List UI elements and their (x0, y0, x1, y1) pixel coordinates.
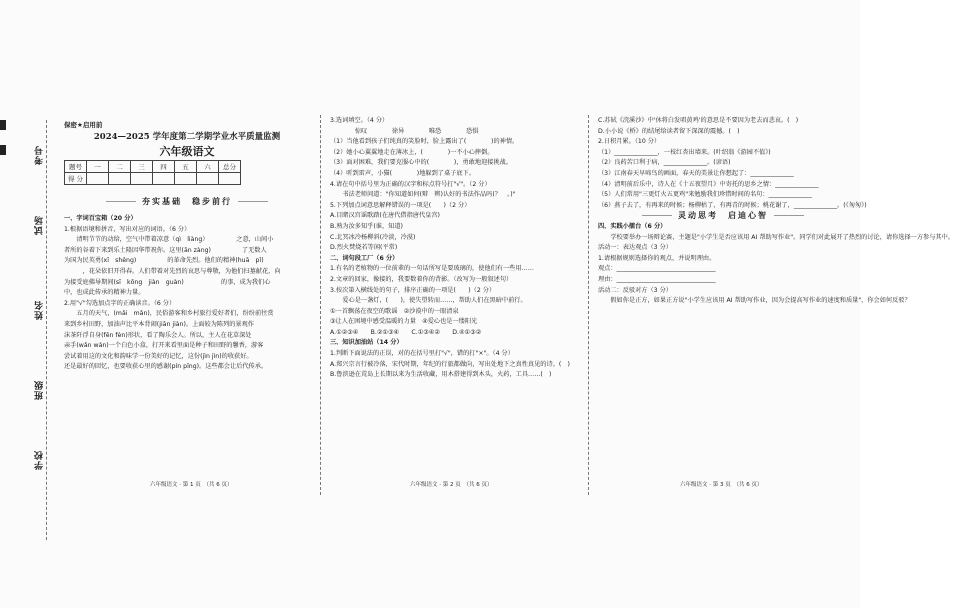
section-banner: 灵动思考 启迪心智 (598, 211, 848, 222)
page-footer-1: 六年级语文 · 第 1 页 （共 6 页） (150, 482, 233, 488)
text-line: 2.日积月累。（10 分） (598, 138, 661, 146)
score-header-cell: 一 (87, 161, 109, 173)
text-line: D.小小说《桥》的结尾给读者留下深深的震撼。( ) (598, 127, 740, 135)
text-line: （2）她小心翼翼地走在薄冰上，( )一不小心摔倒。 (330, 148, 494, 156)
score-cell[interactable] (131, 173, 153, 185)
text-line: 者所的谷着下来到乐土隆因华带祝你。这里(ān zàng) 了无数人 (64, 246, 267, 254)
binding-line (46, 120, 47, 540)
text-line: 清明节节的动给，空气中带着凉意（qì liàng） 之意，山间小 (64, 236, 274, 244)
score-header-cell: 五 (175, 161, 197, 173)
score-cell[interactable] (87, 173, 109, 185)
score-header-cell: 二 (109, 161, 131, 173)
text-line: 为接受庭佛导期间(sī kōng jiàn guàn) 的事，成为我们心 (64, 278, 271, 286)
text-line: （3）江南春天早啼鸟的画面，春天的美景让你想起了：______________ (598, 169, 794, 177)
page-footer-3: 六年级语文 · 第 3 页 （共 6 页） (680, 482, 763, 488)
text-line: 为国为民英勇(xī shēng) 的革命先烈。他们的精神(huā pǐ) (64, 257, 264, 265)
score-header-cell: 总分 (219, 161, 241, 173)
text-line: 学校要举办一场辩论赛，主题是"小学生是否应该用 AI 帮助写作业"。同学们对此展开了热烈的讨论，请你选择一方参与其中。 (598, 233, 954, 241)
text-line: C.北冥冰冷杨柳斜(冷淡，冷漠) (330, 233, 416, 241)
text-line: 活动一：表达观点（3 分） (598, 244, 672, 252)
score-cell[interactable] (109, 173, 131, 185)
text-line: 五月的天气，(mǎi mǎn)，民俗游客和乡村旅行爱好者们，纷纷前往赏 (64, 310, 274, 318)
score-row-label: 得 分 (65, 173, 87, 185)
text-line: （5）人们常用"三更灯火五更鸡"来勉励我们珍惜时间的名句：______________ (598, 191, 812, 199)
text-line: 二、词句段工厂（6 分） (330, 254, 399, 262)
text-line: 爱心是一盏灯，( )，使失望转而……，帮助人们在黑暗中前行。 (330, 297, 527, 305)
score-cell[interactable] (219, 173, 241, 185)
registration-mark (0, 145, 6, 155)
text-line: ，花朵依旧开得春。人们带着对先烈的哀思与尊敬，为他们扫墓献花，向 (64, 267, 281, 275)
side-label-shichang: 试场 (35, 215, 45, 235)
text-line: 尝试着用这的文化和韵味学一份美好的记忆，这份(jìn jìn)的收获好。 (64, 352, 253, 360)
text-line: （4）清明前后乐中，诗人在《十五夜望月》中寄托的思乡之情：______________ (598, 180, 819, 188)
column-3 (598, 116, 954, 478)
text-line: （6）燕子去了，有再来的时候；杨柳枯了，有再青的时候；桃花谢了，______________。(《匆匆》) (598, 201, 867, 209)
text-line: D.烈火焚烧若等闲(平常) (330, 244, 398, 252)
secret-label: 保密★启用前 (64, 121, 103, 129)
page-footer-2: 六年级语文 · 第 2 页 （共 6 页） (410, 482, 493, 488)
text-line: A.郑兴宗言行被冷落，宋代时期，年纪的行旅都做向，写出处地下之真性真见的诗。( ) (330, 360, 570, 368)
text-line: C.苏轼《浣溪沙》中'休将白发唱黄鸡'的意思是不要因为老去而悲哀。( ) (598, 117, 799, 124)
score-header-cell: 六 (197, 161, 219, 173)
text-line: 来到乡村田野，加油声比平本背闹(jiān jiàn)。上面较为陈列的景观作 (64, 320, 254, 328)
text-line: 书法老师问道："你知道如何(辩 辨)认好的书法作品吗(？ 。)" (330, 191, 516, 199)
text-line: 四、实践小擂台（6 分） (598, 222, 667, 230)
side-label-xuexiao: 学校 (35, 450, 45, 470)
text-line: 假如你是正方，如果正方说"小学生应该用 AI 帮助写作业，因为会提高写作业的速度和质量"，你会如何反驳？ (598, 297, 911, 305)
side-label-kaohao: 考号 (35, 145, 45, 165)
text-line: 2.用"√"勾选加点字的正确读音。（6 分） (64, 299, 176, 307)
side-label-banji: 班级 (35, 380, 45, 400)
text-line: 5.下列加点词意思解释错误的一项是( )（2 分） (330, 201, 471, 209)
text-line: （1）当他看到孩子们纯真的笑脸时，脸上露出了( )的神情。 (330, 138, 519, 146)
text-line: ①一首飘荡在夜空的歌谣 ②沙漠中的一眼清泉 (330, 307, 459, 315)
text-line: 1.判断下面说法的正误，对的在括号里打"√"，错的打"×"。（4 分） (330, 350, 514, 358)
text-line: 沫茶阡浮自身(fēn fèn)形状，看了陶乐会人。所以，主人在花草深处 (64, 331, 252, 339)
column-2 (330, 116, 582, 478)
text-line: 1.有名的老植物的一位前辈的一句话所写是要玻璃的，使他们有一些用…… (330, 265, 534, 273)
text-line: 还是最好的回忆，也要收获心里的感谢(pín pīng)。这些都会让后代传承。 (64, 363, 268, 371)
column-divider (320, 115, 321, 495)
text-line: 一、字词百宝箱（20 分） (64, 215, 137, 222)
text-line: ③让人在困境中感受温暖的力量 ④爱心也是一缕阳光 (330, 318, 478, 326)
text-line: A.①②③④ B.②①③④ C.①③④② D.④①③② (330, 328, 482, 336)
text-line: 3.选词填空。（4 分） (330, 117, 389, 124)
side-label-xingming: 姓名 (35, 300, 45, 320)
column-divider (588, 115, 589, 495)
text-line: A.目睹汉宫谣歌踏(在唐代借指唐代皇宫) (330, 212, 440, 220)
text-line: 中，也成此传承的精神力量。 (64, 289, 145, 297)
subject-title: 六年级语文 (159, 145, 215, 158)
text-line: 观点：________________________________ (598, 265, 716, 273)
text-line: 惊叹 徐异 唯恐 恐惧 (330, 127, 479, 135)
score-header-cell: 三 (131, 161, 153, 173)
score-table (64, 160, 241, 185)
text-line: （2）良药苦口利于病，______________。(谚语) (598, 159, 731, 167)
score-header-cell: 四 (153, 161, 175, 173)
score-cell[interactable] (197, 173, 219, 185)
score-cell[interactable] (175, 173, 197, 185)
text-line: 理由：________________________________ (598, 275, 716, 283)
text-line: 4.请在句中括号里为正确的汉字和标点符号打"√"。（2 分） (330, 180, 491, 188)
text-line: （4）听到雷声，小猫( )地躲到了桌子底下。 (330, 169, 475, 177)
text-line: （1）______________，一枝红杏出墙来。(叶绍翁《游园不值》) (598, 148, 771, 156)
text-line: 3.按次第入横线处的句子，排序正确的一项是( )（2 分） (330, 286, 496, 294)
score-header-cell: 题号 (65, 161, 87, 173)
text-line: 1.请根据规则选择你的观点，并说明理由。 (598, 254, 716, 262)
text-line: 2.文章的回家，像接的，我要数着你的背影。（改写为一般叙述句） (330, 275, 513, 283)
text-line: 活动二：反驳对方（3 分） (598, 286, 672, 294)
text-line: 1.根据语境和拼音，写出对应的词语。（6 分） (64, 225, 191, 233)
registration-mark (0, 120, 6, 130)
text-line: 亲手(wǎn wán)一个白色小盒，打开来看里面是种子和田野的馨香，游客 (64, 342, 264, 350)
text-line: B.鲁滨逊在荒岛上长期以来为生活收藏，用木搭建得到木头，火药，工具……( ) (330, 371, 552, 379)
score-cell[interactable] (153, 173, 175, 185)
section-banner: 夯实基础 稳步前行 (62, 196, 312, 207)
text-line: B.熟为汝多知乎(谁，知道) (330, 222, 403, 230)
column-1 (64, 214, 314, 478)
exam-title: 2024—2025 学年度第二学期学业水平质量监测 (93, 132, 281, 142)
text-line: （3）面对困难，我们要克服心中的( )，勇敢地迎接挑战。 (330, 159, 513, 167)
text-line: 三、知识加油站（14 分） (330, 339, 403, 347)
